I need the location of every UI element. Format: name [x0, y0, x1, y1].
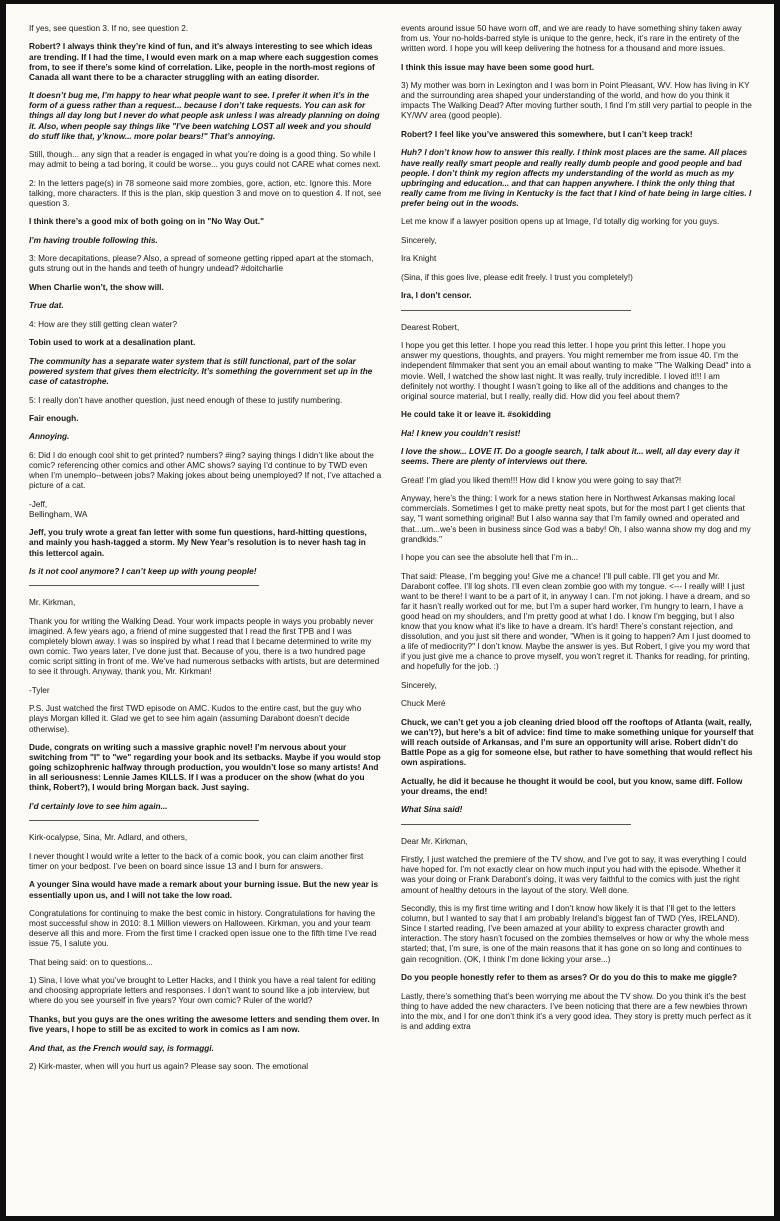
- reader-letter-paragraph: 1) Sina, I love what you’ve brought to Letter Hacks, and I think you have a real talent for editing and choosing appropriate letters and responses. I don’t want to sound like a job interview, but where do you see yourself in five years? Your own comic? Ruler of the world?: [29, 976, 376, 1006]
- reader-letter-paragraph: 3) My mother was born in Lexington and I was born in Point Pleasant, WV. How has living in KY and the surrounding area shaped your understanding of the world, and how do you think it impacts The Walking Dead? After moving further south, I find I’m still very partial to people in the KY/WV area (good people).: [401, 81, 752, 121]
- reader-letter-paragraph: Secondly, this is my first time writing and I don’t know how likely it is that I’ll get to the letters column, but I wanted to say that I am probably Ireland’s biggest fan of TWD (Yes, IRELAND). Since I started reading, I’ve been amazed at your ability to express character growth and interaction. The story hasn’t focused on the zombies themselves or how or why the whole mess started; that, I’m sure, is one of the main reasons that it has gone on so long and continues to gain recognition. (OK, I think I’m done licking your arse...): [401, 904, 749, 964]
- reader-letter-paragraph: Anyway, here’s the thing: I work for a news station here in Northwest Arkansas making local commercials. Sometimes I get to make pretty neat spots, but for the most part I get clients that say, "I want something original! But I also wanna say that I’m family owned and operated and that...um...we’s been in business since God was a baby! Oh, I also wanna show my dog and my grandkids.": [401, 494, 751, 544]
- section-divider: [29, 585, 259, 586]
- editor-reply: Do you people honestly refer to them as arses? Or do you do this to make me giggle?: [401, 973, 738, 983]
- reader-letter-paragraph: Great! I’m glad you liked them!!! How did I know you were going to say that?!: [401, 475, 682, 485]
- section-divider: [401, 310, 631, 311]
- editor-reply: When Charlie won’t, the show will.: [29, 282, 164, 292]
- reader-letter-paragraph: Sincerely,: [401, 680, 437, 690]
- editor-reply: Robert? I always think they’re kind of fun, and it’s always interesting to see which ideas are trending. If I had the time, I would even mark on a map where each suggestion comes from, to see if there’s some kind of correlation. Like, people in the north-most regions of Canada all want there to be a character struggling with an eating disorder.: [29, 42, 379, 82]
- writer-reply: I’m having trouble following this.: [29, 235, 158, 245]
- editor-reply: A younger Sina would have made a remark about your burning issue. But the new year is essentially upon us, and I will not take the low road.: [29, 880, 379, 900]
- writer-reply: I’d certainly love to see him again...: [29, 801, 168, 811]
- reader-letter-paragraph: That said: Please, I’m begging you! Give me a chance! I’ll pull cable. I’ll get you and Mr. Darabont coffee. I’ll log shots. I’ll even clean zombie goo with my tongue. <--- I really will! I just want to be there! I want to be a part of it, in anyway I can. I’m not joking. I have a dream, and so far it hasn’t really worked out for me, but I’m a super hard worker, I’m hungry to learn, I have a good head on my shoulders, and I’m pretty good at what I do. I know I’m begging, but I also know that you know what it’s like to have a dream. It’s hard! There’s constant rejection, and dissolution, and you just sit there and wonder, "When is it going to happen? Am I just doomed to a life of mediocrity?" I don’t know. Maybe the answer is yes. But Robert, I give you my word that if you just give me a chance to prove myself, you won’t regret it. Thanks for reading, for printing, and hopefully for the job. :): [401, 571, 751, 672]
- reader-letter-paragraph: events around issue 50 have worn off, and we are ready to have something shiny taken away from us. Your no-holds-barred style is unique to the genre, heck, it’s rare in the entirety of the written word. I hope you will keep delivering the hotness for a thousand and more issues.: [401, 24, 742, 54]
- reader-letter-paragraph: Mr. Kirkman,: [29, 598, 76, 608]
- reader-letter-paragraph: Let me know if a lawyer position opens up at Image, I’d totally dig working for you guys.: [401, 217, 720, 227]
- reader-letter-paragraph: Ira Knight: [401, 254, 437, 264]
- editor-reply: He could take it or leave it. #sokidding: [401, 410, 551, 420]
- reader-letter-paragraph: 5: I really don’t have another question, just need enough of these to justify numbering.: [29, 395, 343, 405]
- writer-reply: Is it not cool anymore? I can’t keep up with young people!: [29, 566, 257, 576]
- reader-letter-paragraph: I hope you can see the absolute hell that I’m in...: [401, 553, 579, 563]
- editor-reply: Tobin used to work at a desalination plant.: [29, 338, 196, 348]
- writer-reply: Annoying.: [29, 432, 70, 442]
- writer-reply: Ha! I knew you couldn’t resist!: [401, 428, 521, 438]
- editor-reply: Ira, I don’t censor.: [401, 291, 472, 301]
- reader-letter-paragraph: I never thought I would write a letter to the back of a comic book, you can claim another first timer on your bedpost. I’ve been on board since issue 13 and I burn for answers.: [29, 851, 364, 871]
- editor-reply: I think this issue may have been some good hurt.: [401, 62, 595, 72]
- right-column: [401, 24, 754, 1040]
- section-divider: [401, 824, 631, 825]
- reader-letter-paragraph: I hope you get this letter. I hope you read this letter. I hope you print this letter. I hope you answer my questions, thoughts, and prayers. You might remember me from issue 40. I’m the independent filmmaker that sent you an email about wanting to make "The Walking Dead" into a movie. Well, I watched the show last night. It was really, truly incredible. I loved it!!! I am definitely not worthy. I thought I wasn’t going to like all of the additions and changes to the original source material, but I really, really did. How did you feel about them?: [401, 341, 751, 401]
- reader-letter-paragraph: 6: Did I do enough cool shit to get printed? numbers? #ing? saying things I didn’t like about the comic? referencing other comics and other AMC shows? saying I’d continue to by TWD even when I’m unemplo--between jobs? Making jokes about being unemployed? If not, I’ve attached a picture of a cat.: [29, 450, 382, 491]
- reader-letter-paragraph: Still, though... any sign that a reader is engaged in what you’re doing is a good thing. So while I may admit to being a tad boring, it could be worse... you guys could not CARE what comes next.: [29, 150, 381, 170]
- editor-reply: Dude, congrats on writing such a massive graphic novel! I’m nervous about your switching from "I" to "we" regarding your book and its setbacks. Maybe if you would stop going schizophrenic halfway through production, you wouldn’t lose so many artists! And in all seriousness: Lennie James KILLS. If I was a producer on the show (what do you think, Robert?), I would bring Morgan back. Just saying.: [29, 743, 381, 793]
- editor-reply: Thanks, but you guys are the ones writing the awesome letters and sending them over. In five years, I hope to still be as excited to work in comics as I am now.: [29, 1014, 380, 1035]
- reader-letter-paragraph: Lastly, there’s something that’s been worrying me about the TV show. Do you think it’s the best thing to have added the new characters. I’ve been noticing that there are a few newbies thrown into the mix, and I for one don’t think it’s a very good idea. They story is pretty much perfect as it is and adding extra: [401, 991, 752, 1031]
- reader-letter-paragraph: Thank you for writing the Walking Dead. Your work impacts people in ways you probably never imagined. A few years ago, a friend of mine suggested that I read the first TPB and I was completely blown away. I was so inspired by what I read that I became determined to write my own comic. Two years later, I’ve done just that. Because of you, there is a two hundred page comic script sitting in front of me. We’ve had numerous setbacks with artists, but are determined to see it through. Anyway, thank you, Mr. Kirkman!: [29, 616, 380, 677]
- reader-letter-paragraph: Kirk-ocalypse, Sina, Mr. Adlard, and others,: [29, 833, 188, 843]
- writer-reply: What Sina said!: [401, 805, 463, 815]
- reader-letter-paragraph: -Jeff, Bellingham, WA: [29, 499, 88, 519]
- editor-reply: Fair enough.: [29, 414, 79, 423]
- letters-page: [6, 4, 774, 1216]
- writer-reply: And that, as the French would say, is formaggi.: [29, 1043, 214, 1053]
- reader-letter-paragraph: 3: More decapitations, please? Also, a spread of someone getting ripped apart at the stomach, guts strung out in the hands and teeth of hungry undead? #doitcharlie: [29, 254, 374, 274]
- reader-letter-paragraph: That being said: on to questions...: [29, 957, 153, 967]
- writer-reply: The community has a separate water system that is still functional, part of the solar powered system that gives them electricity. It’s something the government set up in the case of catastrophe.: [29, 356, 373, 387]
- reader-letter-paragraph: 2) Kirk-master, when will you hurt us again? Please say soon. The emotional: [29, 1062, 309, 1072]
- editor-reply: I think there’s a good mix of both going on in "No Way Out.": [29, 217, 264, 227]
- editor-reply: Actually, he did it because he thought it would be cool, but you know, same diff. Follow your dreams, the end!: [401, 776, 743, 796]
- reader-letter-paragraph: Dear Mr. Kirkman,: [401, 836, 468, 846]
- reader-letter-paragraph: Firstly, I just watched the premiere of the TV show, and I’ve got to say, it was everything I could have hoped for. I’m not exactly clear on how much input you had with the episode. Whether it was your doing or Frank Darabont’s doing, it was very faithful to the comics with just the right amount of healthy detours in the layout of the story. Well done.: [401, 855, 747, 895]
- writer-reply: Huh? I don’t know how to answer this really. I think most places are the same. All places have really really smart people and really really dumb people and good people and bad people. I don’t think my region affects my understanding of the world as much as my upbringing and education... and that can happen anywhere. I think the only thing that really came from me living in Kentucky is the fact that I kind of hate being in large cities. I prefer being out in the woods.: [401, 148, 752, 208]
- reader-letter-paragraph: (Sina, if this goes live, please edit freely. I trust you completely!): [401, 272, 633, 282]
- editor-reply: Robert? I feel like you’ve answered this somewhere, but I can’t keep track!: [401, 129, 693, 139]
- reader-letter-paragraph: If yes, see question 3. If no, see question 2.: [29, 24, 189, 33]
- reader-letter-paragraph: 4: How are they still getting clean water?: [29, 319, 178, 329]
- writer-reply: It doesn’t bug me, I’m happy to hear what people want to see. I prefer it when it’s in the form of a guess rather than a request... because I don’t take requests. You can ask for things all day long but I never do what people ask unless I was already planning on doing it. Also, when people say things like "I’ve been watching LOST all week and you should do stuff like that, y’know... more polar bears!" That’s annoying.: [29, 91, 380, 141]
- reader-letter-paragraph: P.S. Just watched the first TWD episode on AMC. Kudos to the entire cast, but the guy who plays Morgan killed it. Glad we get to see him again (assuming Darabont doesn’t decide otherwise).: [29, 704, 362, 734]
- reader-letter-paragraph: 2: In the letters page(s) in 78 someone said more zombies, gore, action, etc. Ignore this. More talking, more characters. If this is the plan, skip question 3 and move on to question 4. If not, see question 3.: [29, 178, 382, 208]
- writer-reply: True dat.: [29, 301, 64, 311]
- reader-letter-paragraph: Congratulations for continuing to make the best comic in history. Congratulations for having the most successful show in 2010: 8.1 Million viewers on Halloween. Kirkman, you and your team deserve all this and more. From the first time I cracked open issue one to the fifth time I’ve read issue 75, I salute you.: [29, 909, 377, 949]
- reader-letter-paragraph: -Tyler: [29, 685, 50, 695]
- editor-reply: Jeff, you truly wrote a great fan letter with some fun questions, hard-hitting questions, and mainly you hash-tagged a storm. My New Year’s resolution is to never hash tag in this lettercol again.: [29, 528, 367, 558]
- reader-letter-paragraph: Dearest Robert,: [401, 322, 460, 332]
- section-divider: [29, 820, 259, 821]
- writer-reply: I love the show... LOVE IT. Do a google search, I talk about it... well, all day every day it seems. There are plenty of interviews out there.: [401, 447, 740, 467]
- reader-letter-paragraph: Sincerely,: [401, 235, 437, 245]
- editor-reply: Chuck, we can’t get you a job cleaning dried blood off the rooftops of Atlanta (wait, really, we can’t?), but here’s a bit of advice: find time to make something unique for yourself that will reach outside of Arkansas, and I’m sure an opportunity will arise. Robert didn’t do Battle Pope as a gig for someone else, but rather to have something that would reflect his own aspirations.: [401, 717, 754, 768]
- left-column: [29, 24, 382, 1081]
- reader-letter-paragraph: Chuck Meré: [401, 699, 446, 709]
